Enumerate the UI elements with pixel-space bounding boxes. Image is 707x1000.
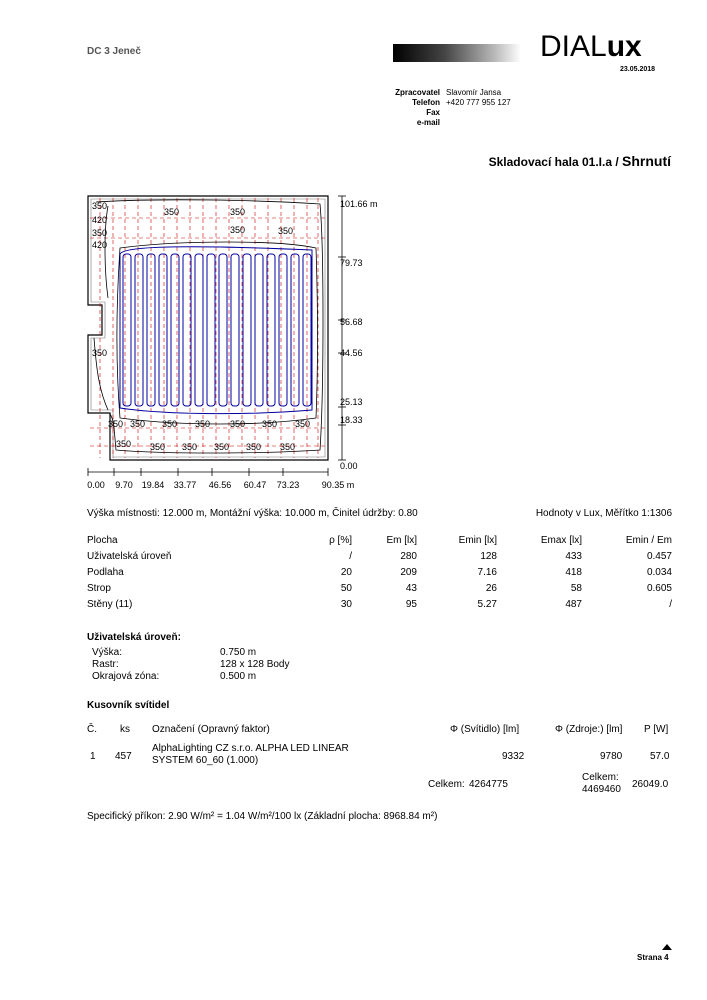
table-row: Stěny (11) 30 95 5.27 487 /: [87, 598, 672, 610]
header-gradient-bar: [393, 44, 521, 62]
row-phi-source: 9780: [600, 751, 623, 762]
y-tick-label: 79.73: [340, 258, 363, 268]
contour-label: 350: [162, 419, 178, 429]
room-info-right: Hodnoty v Lux, Měřítko 1:1306: [535, 508, 672, 519]
row-name-line2: SYSTEM 60_60 (1.000): [152, 755, 259, 766]
col-power: P [W]: [644, 724, 669, 735]
y-tick-label: 0.00: [340, 461, 358, 471]
row-power: 57.0: [650, 751, 670, 762]
project-name: DC 3 Jeneč: [87, 46, 141, 57]
x-scale: [88, 468, 328, 476]
y-tick-label: 101.66 m: [340, 199, 378, 209]
dialux-logo: [540, 30, 642, 64]
contour-label: 350: [116, 439, 132, 449]
contour-label: 350: [92, 228, 108, 238]
total-value-luminaire: 4264775: [469, 779, 508, 790]
user-level-title: Uživatelská úroveň:: [87, 632, 181, 643]
row-ks: 457: [115, 751, 132, 762]
contour-label: 350: [295, 419, 311, 429]
contact-row: Fax: [426, 108, 440, 117]
room-info-left: Výška místnosti: 12.000 m, Montážní výška: 10.000 m, Činitel údržby: 0.80: [87, 508, 418, 519]
contour-label: 350: [214, 442, 230, 452]
specific-power: Specifický příkon: 2.90 W/m² = 1.04 W/m²/100 lx (Základní plocha: 8968.84 m²): [87, 811, 438, 822]
luminaire-list-title: Kusovník svítidel: [87, 700, 170, 711]
contour-label: 350: [195, 419, 211, 429]
contour-label: 420: [92, 215, 108, 225]
page-number: Strana 4: [637, 953, 669, 962]
table-row: Uživatelská úroveň / 280 128 433 0.457: [87, 550, 672, 562]
page-title: Skladovací hala 01.I.a / Shrnutí: [488, 153, 671, 169]
row-c: 1: [90, 751, 96, 762]
x-tick-label: 60.47: [243, 480, 267, 490]
contact-row: Telefon +420 777 955 127: [412, 98, 511, 107]
x-tick-label: 19.84: [141, 480, 165, 490]
x-tick-label: 33.77: [173, 480, 197, 490]
y-tick-label: 25.13: [340, 397, 363, 407]
x-tick-label: 73.23: [276, 480, 300, 490]
col-phi-source: Φ (Zdroje:) [lm]: [555, 724, 623, 735]
isolux-floor-plan: [80, 188, 400, 498]
table-row: Podlaha 20 209 7.16 418 0.034: [87, 566, 672, 578]
row-name-line1: AlphaLighting CZ s.r.o. ALPHA LED LINEAR: [152, 743, 349, 754]
page-up-arrow-icon: [662, 943, 672, 951]
row-phi-luminaire: 9332: [502, 751, 525, 762]
y-tick-label: 44.56: [340, 348, 363, 358]
contour-label: 350: [108, 419, 124, 429]
contour-label: 350: [278, 226, 294, 236]
contour-label: 350: [92, 201, 108, 211]
y-tick-label: 56.68: [340, 317, 363, 327]
contour-label: 350: [130, 419, 146, 429]
total-value-source: 4469460: [582, 784, 621, 795]
contour-label: 350: [246, 442, 262, 452]
x-tick-label: 9.70: [115, 480, 133, 490]
col-ks: ks: [120, 724, 130, 735]
user-level-params: Výška: 0.750 m Rastr: 128 x 128 Body Okrajová zóna: 0.500 m: [92, 647, 290, 682]
col-name: Označení (Opravný faktor): [152, 724, 270, 735]
contour-label: 350: [92, 348, 108, 358]
contour-label: 350: [280, 442, 296, 452]
contact-row: e-mail: [416, 118, 440, 127]
contour-label: 350: [230, 207, 246, 217]
y-tick-labels: [340, 199, 378, 471]
x-tick-labels: [87, 480, 354, 490]
room-info: [87, 508, 672, 519]
total-power: 26049.0: [632, 779, 669, 790]
x-tick-label: 0.00: [87, 480, 105, 490]
contact-row: Zpracovatel Slavomír Jansa: [395, 88, 502, 97]
x-tick-label: 90.35 m: [321, 480, 355, 490]
table-row: Strop 50 43 26 58 0.605: [87, 582, 672, 594]
total-label-luminaire: Celkem:: [428, 779, 465, 790]
logo-bold: ux: [606, 30, 642, 63]
report-date: 23.05.2018: [620, 66, 656, 73]
table-header-row: Plocha ρ [%] Em [lx] Emin [lx] Emax [lx] Emin / Em: [87, 534, 672, 546]
contour-label: 350: [262, 419, 278, 429]
contour-label: 350: [150, 442, 166, 452]
contour-label: 420: [92, 240, 108, 250]
x-tick-label: 46.56: [208, 480, 232, 490]
contour-label: 350: [230, 225, 246, 235]
contour-label: 350: [164, 207, 180, 217]
contour-label: 350: [182, 442, 198, 452]
logo-light: DIAL: [540, 30, 607, 63]
results-table: [87, 532, 672, 612]
total-label-source: Celkem:: [582, 772, 619, 783]
y-tick-label: 18.33: [340, 415, 363, 425]
col-phi-luminaire: Φ (Svítidlo) [lm]: [450, 724, 520, 735]
col-c: Č.: [87, 724, 97, 735]
contour-label: 350: [230, 419, 246, 429]
contact-block: [380, 88, 511, 128]
